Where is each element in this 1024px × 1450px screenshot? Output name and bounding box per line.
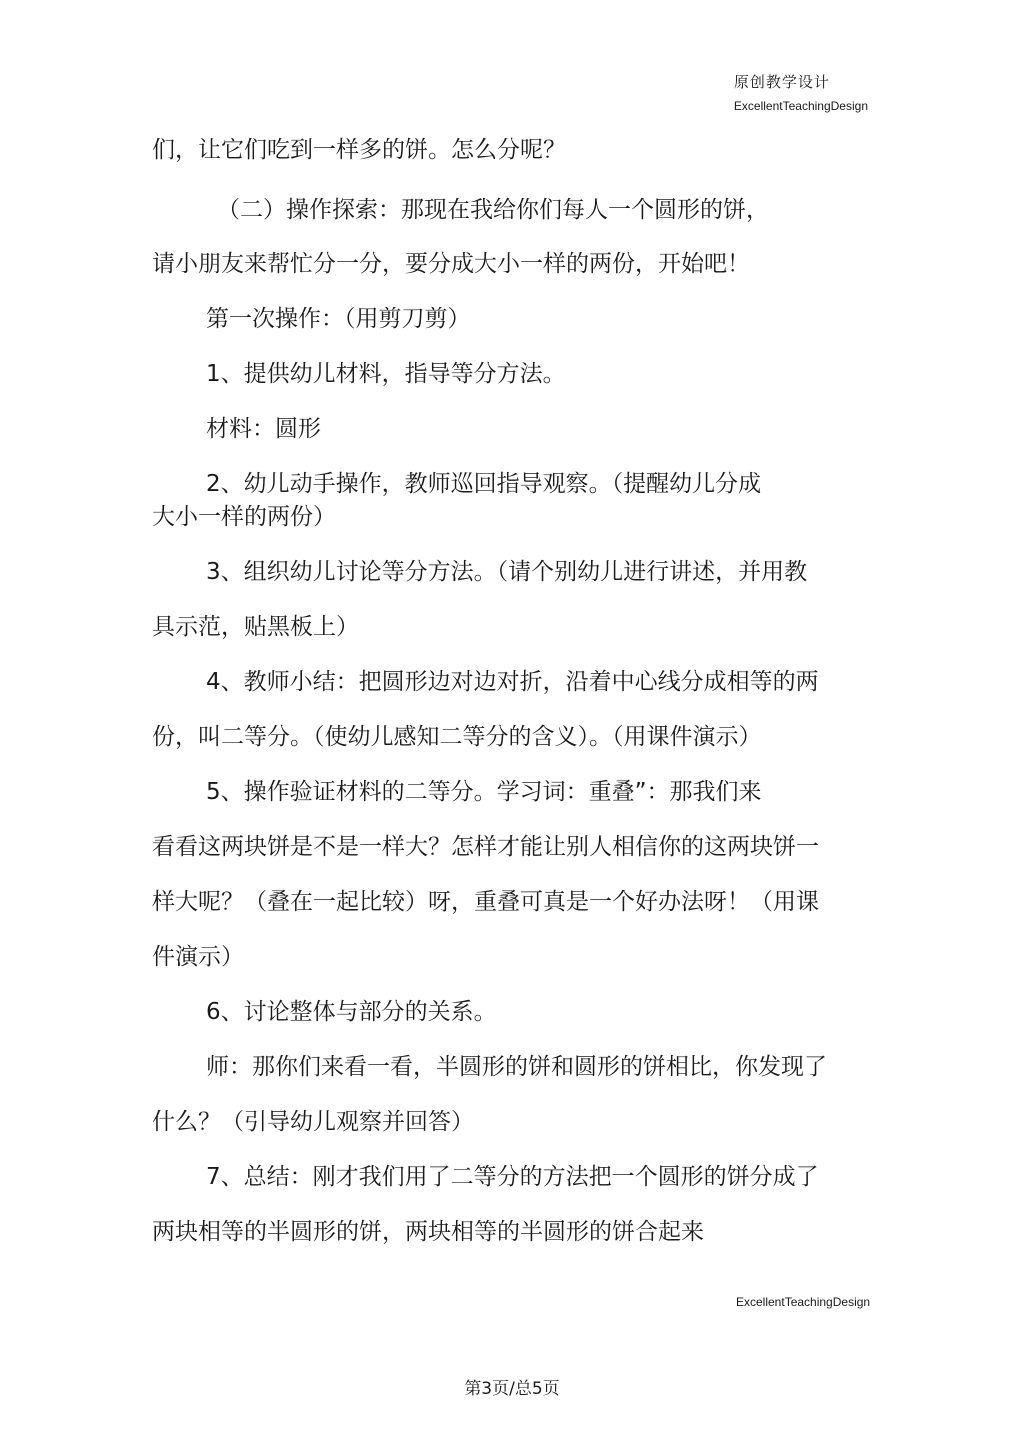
text-line: 们，让它们吃到一样多的饼。怎么分呢？ <box>152 137 566 163</box>
text-line: 2、幼儿动手操作，教师巡回指导观察。（提醒幼儿分成 <box>206 471 762 497</box>
text-line: 6、讨论整体与部分的关系。 <box>206 999 497 1025</box>
text-line: 看看这两块饼是不是一样大？怎样才能让别人相信你的这两块饼一 <box>152 834 819 860</box>
document-body <box>152 135 874 1247</box>
text-line: 两块相等的半圆形的饼，两块相等的半圆形的饼合起来 <box>152 1219 704 1245</box>
text-line: 材料：圆形 <box>206 416 321 442</box>
header-title-en: ExcellentTeachingDesign <box>733 99 868 113</box>
text-line: （二）操作探索：那现在我给你们每人一个圆形的饼， <box>217 197 769 223</box>
text-line: 什么？（引导幼儿观察并回答） <box>152 1109 474 1135</box>
text-line: 1、提供幼儿材料，指导等分方法。 <box>206 361 566 387</box>
text-line: 3、组织幼儿讨论等分方法。（请个别幼儿进行讲述，并用教 <box>206 559 808 585</box>
footer-title-en: ExcellentTeachingDesign <box>736 1295 871 1309</box>
text-line: 大小一样的两份） <box>152 504 336 530</box>
text-line: 份，叫二等分。（使幼儿感知二等分的含义）。（用课件演示） <box>152 724 762 750</box>
header-title-cn: 原创教学设计 <box>733 73 830 91</box>
text-line: 第一次操作：（用剪刀剪） <box>206 306 471 332</box>
text-line: 请小朋友来帮忙分一分，要分成大小一样的两份，开始吧！ <box>152 251 750 277</box>
text-line: 件演示） <box>152 944 244 970</box>
page-header <box>734 72 868 114</box>
text-line: 5、操作验证材料的二等分。学习词：重叠”：那我们来 <box>206 779 762 805</box>
text-line: 样大呢？（叠在一起比较）呀，重叠可真是一个好办法呀！（用课 <box>152 889 819 915</box>
text-line: 具示范，贴黑板上） <box>152 614 359 640</box>
text-line: 师：那你们来看一看，半圆形的饼和圆形的饼相比，你发现了 <box>206 1054 827 1080</box>
page-number: 第3页/总5页 <box>464 1379 560 1399</box>
text-line: 7、总结：刚才我们用了二等分的方法把一个圆形的饼分成了 <box>206 1164 819 1190</box>
text-line: 4、教师小结：把圆形边对边对折，沿着中心线分成相等的两 <box>206 669 819 695</box>
